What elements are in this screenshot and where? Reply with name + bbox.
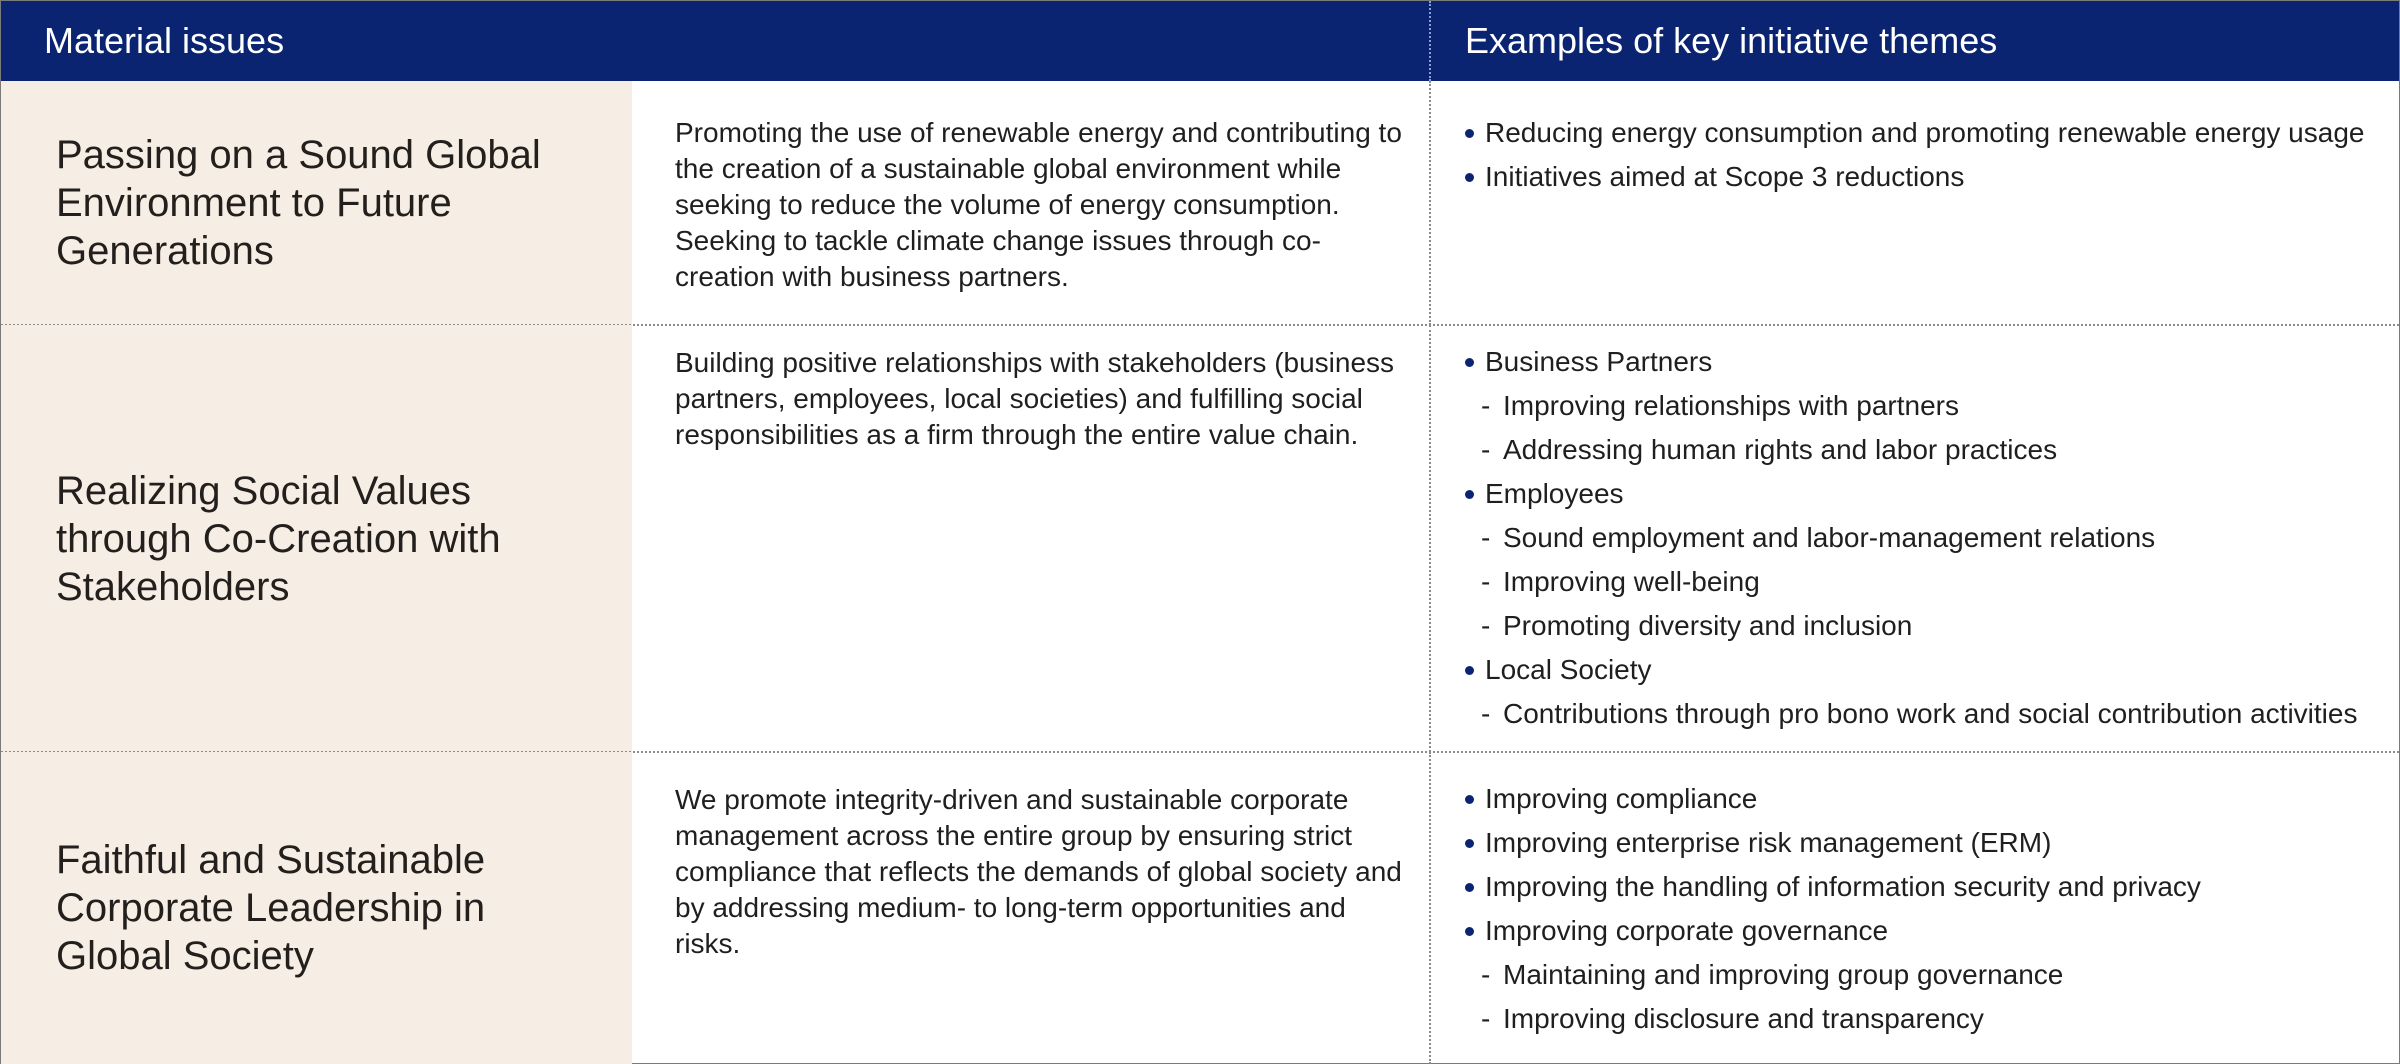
issue-cell — [1, 81, 632, 325]
theme-text: Local Society — [1485, 654, 1652, 685]
table-header — [1, 1, 2399, 81]
bullet-icon — [1465, 795, 1474, 804]
bullet-icon — [1465, 129, 1474, 138]
theme-text: Addressing human rights and labor practices — [1503, 434, 2058, 465]
bullet-icon — [1465, 927, 1474, 936]
themes-list — [1463, 777, 2383, 1041]
theme-sub-item — [1463, 428, 2383, 472]
dash-icon: - — [1481, 522, 1491, 553]
theme-bullet-item — [1463, 155, 2383, 199]
column-divider — [1429, 81, 1431, 325]
theme-text: Employees — [1485, 478, 1624, 509]
theme-bullet-item — [1463, 909, 2383, 953]
theme-bullet-item — [1463, 472, 2383, 516]
issue-title: Faithful and Sustainable Corporate Leadership in Global Society — [56, 838, 486, 978]
theme-bullet-item — [1463, 865, 2383, 909]
table-row — [1, 325, 2399, 752]
bullet-icon — [1465, 666, 1474, 675]
theme-text: Reducing energy consumption and promoting renewable energy usage — [1485, 117, 2365, 148]
theme-bullet-item — [1463, 340, 2383, 384]
theme-text: Sound employment and labor-management relations — [1503, 522, 2156, 553]
issue-title: Realizing Social Values through Co-Creation with Stakeholders — [56, 468, 501, 609]
bullet-icon — [1465, 173, 1474, 182]
header-divider — [1429, 1, 1431, 81]
themes-list — [1463, 111, 2383, 199]
issue-description: Promoting the use of renewable energy and contributing to the creation of a sustainable global environment while seeking to reduce the volume of energy consumption. Seeking to tackle climate change issues through co-creation with business partners. — [675, 117, 1402, 292]
dash-icon: - — [1481, 959, 1491, 990]
bullet-icon — [1465, 358, 1474, 367]
theme-bullet-item — [1463, 821, 2383, 865]
theme-bullet-item — [1463, 111, 2383, 155]
issue-cell — [1, 752, 632, 1064]
theme-text: Initiatives aimed at Scope 3 reductions — [1485, 161, 1965, 192]
theme-text: Improving corporate governance — [1485, 915, 1889, 946]
theme-text: Improving compliance — [1485, 783, 1758, 814]
table-row — [1, 81, 2399, 325]
theme-text: Improving well-being — [1503, 566, 1760, 597]
header-key-initiative-themes: Examples of key initiative themes — [1465, 20, 1998, 61]
theme-sub-item — [1463, 516, 2383, 560]
theme-text: Improving relationships with partners — [1503, 390, 1959, 421]
theme-text: Improving the handling of information security and privacy — [1485, 871, 2201, 902]
theme-bullet-item — [1463, 648, 2383, 692]
header-material-issues: Material issues — [44, 20, 285, 61]
column-divider — [1429, 325, 1431, 752]
dash-icon: - — [1481, 698, 1491, 729]
theme-text: Contributions through pro bono work and social contribution activities — [1503, 698, 2358, 729]
theme-text: Promoting diversity and inclusion — [1503, 610, 1913, 641]
dash-icon: - — [1481, 434, 1491, 465]
column-divider — [1429, 752, 1431, 1064]
theme-sub-item — [1463, 604, 2383, 648]
theme-sub-item — [1463, 692, 2383, 736]
issue-cell — [1, 325, 632, 752]
theme-bullet-item — [1463, 777, 2383, 821]
table-row — [1, 752, 2399, 1064]
bullet-icon — [1465, 883, 1474, 892]
themes-list — [1463, 340, 2383, 736]
bullet-icon — [1465, 839, 1474, 848]
issue-title: Passing on a Sound Global Environment to Future Generations — [56, 133, 541, 273]
theme-sub-item — [1463, 953, 2383, 997]
theme-text: Business Partners — [1485, 346, 1713, 377]
theme-sub-item — [1463, 384, 2383, 428]
theme-text: Maintaining and improving group governance — [1503, 959, 2064, 990]
dash-icon: - — [1481, 390, 1491, 421]
theme-text: Improving enterprise risk management (ERM) — [1485, 827, 2052, 858]
issue-description: Building positive relationships with stakeholders (business partners, employees, local societies) and fulfilling social responsibilities as a firm through the entire value chain. — [675, 347, 1395, 450]
issue-description: We promote integrity-driven and sustainable corporate management across the entire group by ensuring strict compliance that reflects the demands of global society and by addressing medium- to long-term opportunities and risks. — [675, 784, 1402, 959]
theme-text: Improving disclosure and transparency — [1503, 1003, 1984, 1034]
bullet-icon — [1465, 490, 1474, 499]
dash-icon: - — [1481, 566, 1491, 597]
dash-icon: - — [1481, 1003, 1491, 1034]
theme-sub-item — [1463, 997, 2383, 1041]
theme-sub-item — [1463, 560, 2383, 604]
dash-icon: - — [1481, 610, 1491, 641]
